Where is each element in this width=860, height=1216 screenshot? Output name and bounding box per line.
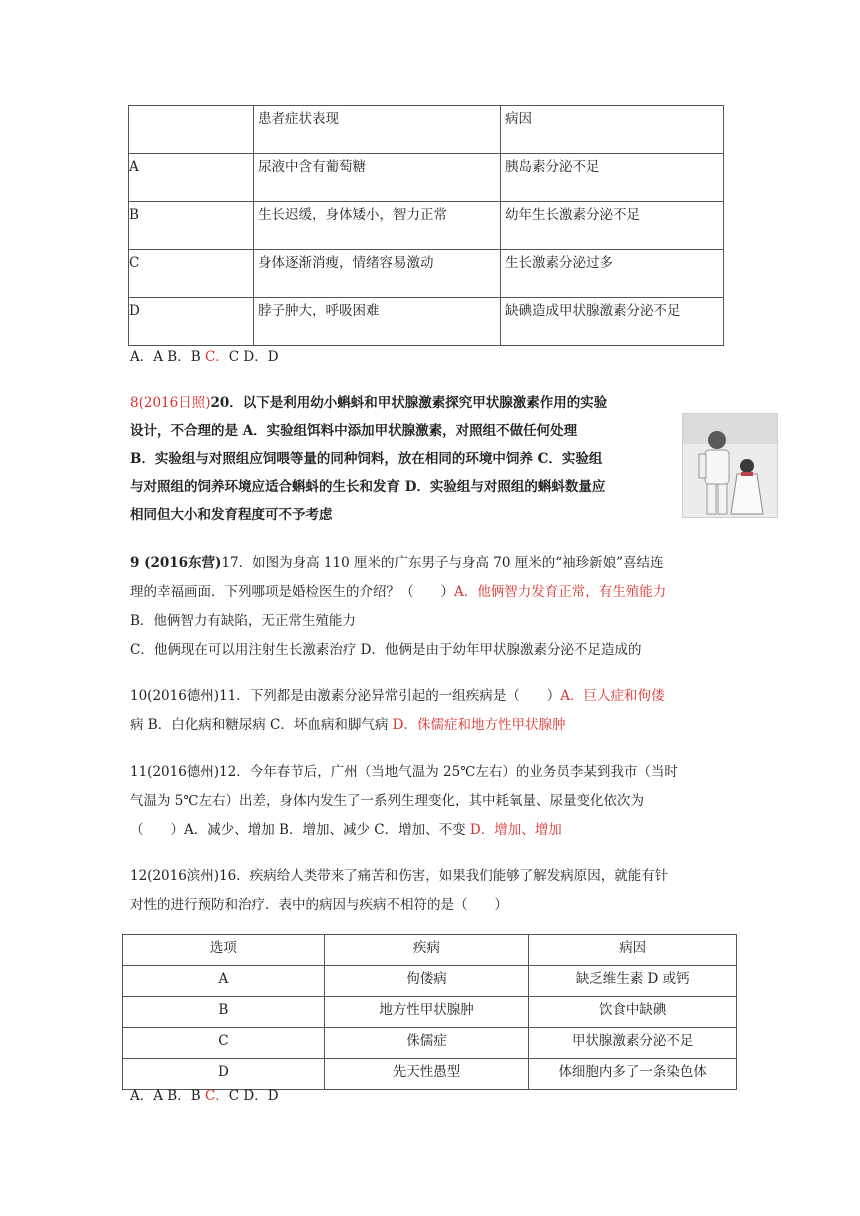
symptom-cause-table — [128, 105, 724, 346]
table-cell: 缺碘造成甲状腺激素分泌不足 — [501, 298, 724, 346]
question-8-line-1: 8(2016日照)20．以下是利用幼小蝌蚪和甲状腺激素探究甲状腺激素作用的实验 — [130, 395, 608, 411]
question-9-line-1: 9 (2016东营)17．如图为身高 110 厘米的广东男子与身高 70 厘米的“袖珍新娘”喜结连 — [130, 555, 664, 571]
table-cell: 先天性愚型 — [324, 1059, 529, 1090]
table-cell — [129, 106, 254, 154]
table-cell: 脖子肿大，呼吸困难 — [254, 298, 501, 346]
question-8-line-4: 与对照组的饲养环境应适合蝌蚪的生长和发育 D．实验组与对照组的蝌蚪数量应 — [130, 479, 606, 495]
table-cell: D — [129, 298, 254, 346]
table-row — [129, 298, 724, 346]
table-cell: 尿液中含有葡萄糖 — [254, 154, 501, 202]
table-cell: 佝偻病 — [324, 966, 529, 997]
table-cell: 体细胞内多了一条染色体 — [529, 1059, 737, 1090]
table-cell: D — [123, 1059, 325, 1090]
question-11-line-2: 气温为 5℃左右）出差，身体内发生了一系列生理变化，其中耗氧量、尿量变化依次为 — [130, 793, 644, 809]
table-cell: C — [129, 250, 254, 298]
table-cell: 生长迟缓，身体矮小，智力正常 — [254, 202, 501, 250]
table-row — [129, 154, 724, 202]
table-row — [123, 1028, 737, 1059]
table-cell: B — [123, 997, 325, 1028]
table-cell: 病因 — [501, 106, 724, 154]
question-9-line-2: 理的幸福画面．下列哪项是婚检医生的介绍？（ ）A．他俩智力发育正常，有生殖能力 — [130, 584, 667, 600]
question-10-line-2: 病 B．白化病和糖尿病 C．坏血病和脚气病 D．侏儒症和地方性甲状腺肿 — [130, 717, 566, 733]
table-row — [129, 202, 724, 250]
question-12-line-1: 12(2016滨州)16．疾病给人类带来了痛苦和伤害，如果我们能够了解发病原因，就能有针 — [130, 868, 669, 884]
question-8-line-2: 设计，不合理的是 A．实验组饵料中添加甲状腺激素，对照组不做任何处理 — [130, 423, 578, 439]
table-cell: 身体逐渐消瘦，情绪容易激动 — [254, 250, 501, 298]
table-cell: 胰岛素分泌不足 — [501, 154, 724, 202]
table-cell: A — [129, 154, 254, 202]
table-cell: B — [129, 202, 254, 250]
table-cell: 缺乏维生素 D 或钙 — [529, 966, 737, 997]
table-row — [123, 1059, 737, 1090]
table-row — [123, 966, 737, 997]
answer-options: A．A B．B C．C D．D — [130, 1088, 279, 1104]
disease-cause-table — [122, 934, 737, 1090]
wedding-couple-photo — [682, 413, 778, 518]
question-10-line-1: 10(2016德州)11．下列都是由激素分泌异常引起的一组疾病是（ ）A．巨人症和佝偻 — [130, 688, 665, 704]
table-cell: 地方性甲状腺肿 — [324, 997, 529, 1028]
table-cell: 幼年生长激素分泌不足 — [501, 202, 724, 250]
question-9-line-3: B．他俩智力有缺陷，无正常生殖能力 — [130, 613, 356, 629]
table-cell: 患者症状表现 — [254, 106, 501, 154]
question-11-line-1: 11(2016德州)12．今年春节后，广州（当地气温为 25℃左右）的业务员李某到我市（当时 — [130, 764, 678, 780]
question-12-line-2: 对性的进行预防和治疗．表中的病因与疾病不相符的是（ ） — [130, 897, 508, 913]
question-8-line-3: B．实验组与对照组应饲喂等量的同种饲料，放在相同的环境中饲养 C．实验组 — [130, 451, 603, 467]
table-cell: 选项 — [123, 935, 325, 966]
table-header-row — [123, 935, 737, 966]
table-cell: 病因 — [529, 935, 737, 966]
table-cell: A — [123, 966, 325, 997]
table-cell: 疾病 — [324, 935, 529, 966]
table-row — [129, 250, 724, 298]
question-8-line-5: 相同但大小和发育程度可不予考虑 — [130, 507, 333, 523]
question-11-line-3: （ ）A．减少、增加 B．增加、减少 C．增加、不变 D．增加、增加 — [130, 822, 562, 838]
table-cell: 甲状腺激素分泌不足 — [529, 1028, 737, 1059]
question-9-line-4: C．他俩现在可以用注射生长激素治疗 D．他俩是由于幼年甲状腺激素分泌不足造成的 — [130, 642, 642, 658]
table-cell: C — [123, 1028, 325, 1059]
table-cell: 生长激素分泌过多 — [501, 250, 724, 298]
table-header-row — [129, 106, 724, 154]
answer-options: A．A B．B C．C D．D — [130, 349, 279, 365]
table-row — [123, 997, 737, 1028]
table-cell: 饮食中缺碘 — [529, 997, 737, 1028]
table-cell: 侏儒症 — [324, 1028, 529, 1059]
